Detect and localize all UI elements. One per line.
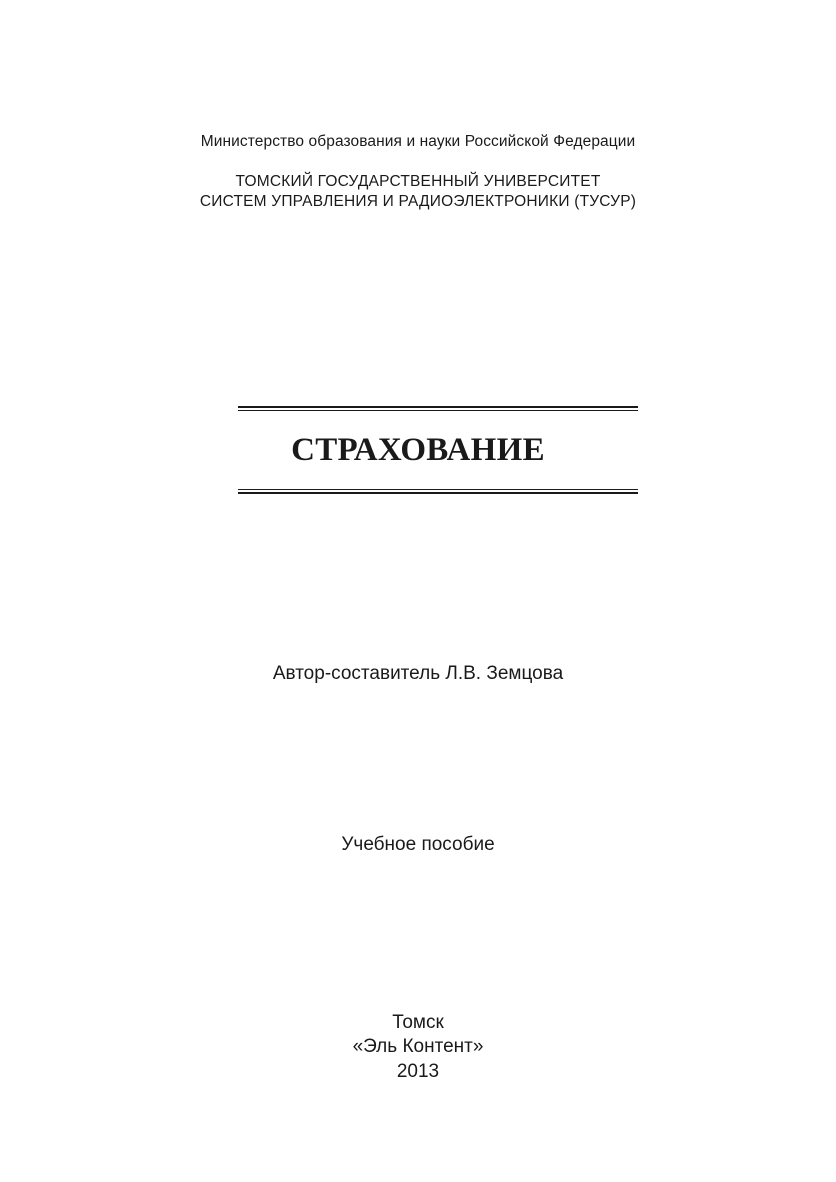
imprint-year: 2013 <box>396 1061 440 1082</box>
document-title: СТРАХОВАНИЕ <box>291 432 545 468</box>
rule-thin-line <box>238 410 638 411</box>
ministry-name: Министерство образования и науки Российской Федерации <box>200 133 636 150</box>
title-rule-top <box>238 406 638 411</box>
imprint-publisher: «Эль Контент» <box>352 1036 484 1057</box>
imprint-city: Томск <box>392 1012 444 1033</box>
rule-thin-line <box>238 489 638 490</box>
university-name-line-1: ТОМСКИЙ ГОСУДАРСТВЕННЫЙ УНИВЕРСИТЕТ <box>235 173 601 190</box>
book-type: Учебное пособие <box>341 834 495 855</box>
university-name-line-2: СИСТЕМ УПРАВЛЕНИЯ И РАДИОЭЛЕКТРОНИКИ (ТУСУР) <box>199 193 637 210</box>
rule-thick-line <box>238 406 638 408</box>
author-line: Автор-составитель Л.В. Земцова <box>272 663 564 684</box>
title-rule-bottom <box>238 489 638 494</box>
rule-thick-line <box>238 492 638 494</box>
